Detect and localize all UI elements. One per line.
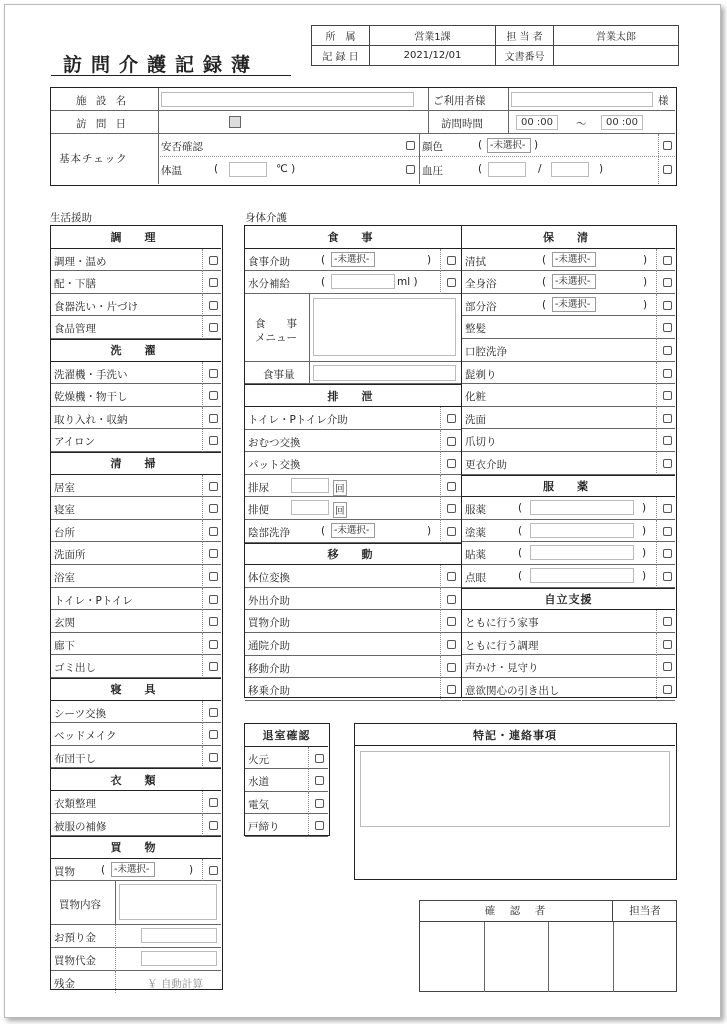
hygiene-partial-checkbox[interactable]: [663, 301, 672, 310]
shopping-cost-input[interactable]: [141, 951, 217, 966]
medication-header: 服 薬: [462, 475, 675, 498]
shopping-deposit-input[interactable]: [141, 928, 217, 943]
transfer-item-5-checkbox[interactable]: [447, 685, 456, 694]
date-value[interactable]: 2021/12/01: [370, 46, 496, 66]
hygiene-item-0: [462, 316, 675, 339]
transfer-item-2-label: 買物介助: [248, 617, 290, 630]
meal-water-open: (: [321, 276, 326, 289]
cleaning-item-0-checkbox[interactable]: [209, 482, 218, 491]
transfer-item-2-checkbox[interactable]: [447, 617, 456, 626]
cleaning-item-2-checkbox[interactable]: [209, 527, 218, 536]
laundry-item-3-label: アイロン: [54, 436, 96, 449]
bedding-item-2-checkbox[interactable]: [209, 753, 218, 762]
cooking-item-2-checkbox[interactable]: [209, 301, 218, 310]
hygiene-bath-checkbox[interactable]: [663, 278, 672, 287]
hygiene-header: 保 清: [462, 226, 675, 249]
visit-date-input[interactable]: [161, 115, 233, 130]
hygiene-item-3: [462, 384, 675, 407]
hygiene-wipe-select[interactable]: -未選択-: [552, 252, 596, 267]
laundry-header: 洗 濯: [51, 339, 221, 362]
meal-header: 食 事: [245, 226, 461, 249]
medication-item-3-input[interactable]: [530, 568, 634, 583]
laundry-item-3-checkbox[interactable]: [209, 436, 218, 445]
excretion-wash-checkbox[interactable]: [447, 527, 456, 536]
independence-item-0-checkbox[interactable]: [663, 617, 672, 626]
laundry-item-2-checkbox[interactable]: [209, 414, 218, 423]
independence-item-2-label: 声かけ・見守り: [465, 662, 539, 675]
notes-box: [354, 723, 677, 880]
excretion-wash-open: (: [321, 525, 326, 537]
medication-item-2-checkbox[interactable]: [663, 549, 672, 558]
visit-time-label: 訪問時間: [441, 118, 483, 130]
independence-item-2-checkbox[interactable]: [663, 662, 672, 671]
excretion-header: 排 泄: [245, 384, 461, 407]
cooking-item-1-checkbox[interactable]: [209, 278, 218, 287]
exit-item-0-checkbox[interactable]: [315, 754, 324, 763]
bp-low-input[interactable]: [551, 162, 589, 177]
excretion-urine-times: 回: [333, 480, 347, 496]
hygiene-wipe-open: (: [542, 253, 547, 266]
meal-water-input[interactable]: [331, 274, 395, 289]
meal-assist-close: ): [427, 253, 432, 266]
meal-menu-input[interactable]: [313, 298, 456, 356]
excretion-item-2-checkbox[interactable]: [447, 459, 456, 468]
exit-item-3-checkbox[interactable]: [315, 821, 324, 830]
notes-title: 特記・連絡事項: [355, 724, 675, 746]
transfer-item-0-label: 体位変換: [248, 572, 290, 585]
hygiene-item-0-checkbox[interactable]: [663, 323, 672, 332]
exit-check-box: [244, 723, 330, 836]
laundry-item-0-label: 洗濯機・手洗い: [54, 368, 128, 381]
header-table: [311, 25, 679, 66]
hygiene-partial-close: ): [643, 298, 648, 311]
independence-item-3-checkbox[interactable]: [663, 685, 672, 694]
shopping-content-label: 買物内容: [59, 899, 101, 912]
meal-assist-select[interactable]: -未選択-: [331, 252, 375, 267]
cleaning-item-4: [51, 565, 221, 588]
confirm-staff-label: 担当者: [613, 901, 677, 922]
exit-check-header: 退室確認: [245, 724, 328, 747]
user-label: ご利用者様: [433, 95, 486, 107]
laundry-item-2-label: 取り入れ・収納: [54, 413, 128, 426]
excretion-item-1-label: おむつ交換: [248, 436, 301, 449]
title-underline: [51, 75, 291, 76]
hygiene-bath-label: 全身浴: [465, 278, 497, 291]
cleaning-item-5-checkbox[interactable]: [209, 595, 218, 604]
hygiene-partial-select[interactable]: -未選択-: [552, 297, 596, 312]
medication-item-2-close: ): [642, 547, 647, 560]
staff-label: 担 当 者: [496, 26, 554, 46]
clothing-item-0-checkbox[interactable]: [209, 798, 218, 807]
cleaning-item-2: [51, 520, 221, 543]
excretion-urine-label: 排尿: [248, 481, 269, 494]
temp-input[interactable]: [229, 162, 267, 177]
cooking-item-1-label: 配・下膳: [54, 278, 96, 291]
excretion-item-1-checkbox[interactable]: [447, 437, 456, 446]
transfer-item-3-checkbox[interactable]: [447, 640, 456, 649]
excretion-urine-input[interactable]: [291, 478, 329, 493]
cleaning-item-2-label: 台所: [54, 526, 75, 539]
dept-value[interactable]: 営業1課: [370, 26, 496, 46]
clothing-item-1-label: 被服の補修: [54, 820, 107, 833]
exit-item-1-label: 水道: [248, 776, 269, 789]
clothing-item-1-checkbox[interactable]: [209, 821, 218, 830]
meal-menu-label-2: メニュー: [255, 331, 297, 344]
independence-item-3-label: 意欲関心の引き出し: [465, 685, 560, 697]
hygiene-bath-close: ): [643, 276, 648, 289]
meal-assist-label: 食事介助: [248, 255, 290, 268]
hygiene-item-1-checkbox[interactable]: [663, 346, 672, 355]
complexion-label: 顔色: [422, 141, 443, 153]
medication-item-2-label: 貼薬: [465, 549, 486, 562]
cooking-item-3-checkbox[interactable]: [209, 323, 218, 332]
cleaning-item-6-checkbox[interactable]: [209, 617, 218, 626]
medication-item-2-open: (: [518, 547, 523, 560]
hygiene-box: [461, 225, 677, 698]
medication-item-1-label: 塗薬: [465, 526, 486, 539]
exit-item-2-label: 電気: [248, 798, 269, 811]
shopping-item-label: 買物: [54, 865, 75, 878]
hygiene-item-3-label: 化粧: [465, 391, 486, 404]
medication-item-3-checkbox[interactable]: [663, 572, 672, 581]
shopping-content-input[interactable]: [119, 884, 217, 920]
independence-item-1-label: ともに行う調理: [465, 639, 539, 652]
medication-item-3-label: 点眼: [465, 572, 486, 584]
meal-assist-open: (: [321, 253, 326, 266]
excretion-stool-input[interactable]: [291, 500, 329, 515]
transfer-item-3-label: 通院介助: [248, 640, 290, 652]
medication-item-3-open: (: [518, 570, 523, 582]
body-care-label: 身体介護: [245, 212, 287, 224]
medication-item-1-close: ): [642, 524, 647, 537]
hygiene-item-6-label: 更衣介助: [465, 459, 507, 471]
medication-item-2-input[interactable]: [530, 545, 634, 560]
time-start-input[interactable]: 00 :00: [516, 115, 558, 130]
excretion-item-0-label: トイレ・Pトイレ介助: [248, 414, 348, 426]
cleaning-item-1-label: 寝室: [54, 504, 75, 517]
info-box: [50, 87, 677, 186]
facility-input[interactable]: [161, 92, 414, 107]
shopping-close: ): [189, 863, 194, 876]
excretion-urine-checkbox[interactable]: [447, 482, 456, 491]
honorific: 様: [658, 95, 669, 107]
bedding-header: 寝 具: [51, 678, 221, 701]
notes-textarea[interactable]: [360, 751, 670, 827]
shopping-header: 買 物: [51, 836, 221, 859]
bedding-item-0-checkbox[interactable]: [209, 708, 218, 717]
shopping-item-checkbox[interactable]: [209, 866, 218, 875]
cleaning-item-8-checkbox[interactable]: [209, 662, 218, 671]
hygiene-item-3-checkbox[interactable]: [663, 391, 672, 400]
hygiene-wipe-checkbox[interactable]: [663, 256, 672, 265]
meal-water-unit: ml ): [397, 276, 418, 289]
transfer-item-4-label: 移動介助: [248, 662, 290, 675]
complexion-close: ): [534, 139, 539, 151]
cleaning-item-0-label: 居室: [54, 481, 75, 494]
medication-item-0-open: (: [518, 502, 523, 515]
calendar-icon[interactable]: [229, 116, 241, 128]
bedding-item-2-label: 布団干し: [54, 752, 96, 765]
temp-label: 体温: [161, 165, 182, 177]
doc-no-label: 文書番号: [496, 46, 554, 66]
hygiene-item-2-checkbox[interactable]: [663, 369, 672, 378]
excretion-stool: [245, 497, 461, 520]
temp-unit: ℃ ): [276, 163, 296, 175]
excretion-wash-label: 陰部洗浄: [248, 527, 290, 539]
hygiene-item-1-label: 口腔洗浄: [465, 346, 507, 358]
bedding-item-1-label: ベッドメイク: [54, 730, 117, 743]
bp-slash: /: [538, 163, 542, 175]
meal-assist-checkbox[interactable]: [447, 256, 456, 265]
cleaning-item-6-label: 玄関: [54, 617, 75, 630]
shopping-balance-label: 残金: [54, 977, 75, 990]
excretion-item-0-checkbox[interactable]: [447, 414, 456, 423]
cleaning-item-1: [51, 497, 221, 520]
laundry-item-1-checkbox[interactable]: [209, 391, 218, 400]
doc-no-value[interactable]: [554, 46, 679, 66]
transfer-item-1-checkbox[interactable]: [447, 595, 456, 604]
cooking-header: 調 理: [51, 226, 221, 249]
life-support-label: 生活援助: [50, 212, 92, 224]
independence-item-1-checkbox[interactable]: [663, 640, 672, 649]
safety-checkbox[interactable]: [406, 141, 415, 150]
exit-item-3-label: 戸締り: [248, 821, 280, 834]
stamp-cell-staff[interactable]: [614, 922, 677, 992]
hygiene-item-4: [462, 407, 675, 430]
transfer-header: 移 動: [245, 543, 461, 566]
medication-item-3-close: ): [642, 570, 647, 582]
shopping-deposit-label: お預り金: [54, 932, 96, 945]
hygiene-partial-open: (: [542, 298, 547, 311]
exit-item-1-checkbox[interactable]: [315, 776, 324, 785]
tilde: ～: [576, 118, 587, 130]
hygiene-item-2-label: 髭剃り: [465, 368, 497, 381]
hygiene-bath-select[interactable]: -未選択-: [552, 274, 596, 289]
transfer-item-5-label: 移乗介助: [248, 685, 290, 698]
hygiene-item-5-label: 爪切り: [465, 436, 497, 449]
hygiene-partial-label: 部分浴: [465, 300, 497, 313]
staff-value[interactable]: 営業太郎: [554, 26, 679, 46]
shopping-cost-label: 買物代金: [54, 955, 96, 967]
meal-amount-label: 食事量: [263, 368, 295, 381]
stamp-cell-3[interactable]: [549, 922, 613, 992]
hygiene-item-6-checkbox[interactable]: [663, 459, 672, 468]
hygiene-item-4-label: 洗面: [465, 413, 486, 426]
cleaning-item-4-checkbox[interactable]: [209, 572, 218, 581]
bp-label: 血圧: [422, 165, 443, 177]
hygiene-item-0-label: 整髪: [465, 323, 486, 336]
life-support-box: [50, 225, 223, 990]
excretion-wash-select[interactable]: -未選択-: [331, 523, 375, 538]
cooking-item-0-label: 調理・温め: [54, 255, 107, 268]
hygiene-wipe-close: ): [643, 253, 648, 266]
clothing-header: 衣 類: [51, 768, 221, 791]
cleaning-item-7: [51, 633, 221, 656]
bedding-item-0-label: シーツ交換: [54, 707, 107, 720]
excretion-stool-checkbox[interactable]: [447, 504, 456, 513]
excretion-urine: [245, 475, 461, 498]
user-input[interactable]: [511, 92, 653, 107]
cooking-item-3-label: 食品管理: [54, 323, 96, 336]
independence-header: 自立支援: [462, 588, 675, 611]
confirm-box: [419, 900, 677, 992]
medication-item-0-input[interactable]: [530, 500, 634, 515]
cleaning-item-5-label: トイレ・Pトイレ: [54, 594, 133, 607]
date-label: 記 録 日: [312, 46, 370, 66]
medication-item-0-checkbox[interactable]: [663, 504, 672, 513]
check-label: 基本チェック: [59, 153, 128, 165]
cleaning-item-1-checkbox[interactable]: [209, 504, 218, 513]
bp-high-input[interactable]: [488, 162, 526, 177]
page-title: 訪問介護記録薄: [63, 54, 260, 76]
shopping-open: (: [101, 863, 106, 876]
bp-close: ): [599, 163, 604, 175]
excretion-stool-times: 回: [333, 502, 347, 518]
dept-label: 所 属: [312, 26, 370, 46]
complexion-checkbox[interactable]: [663, 141, 672, 150]
cleaning-item-3-label: 洗面所: [54, 549, 86, 562]
cleaning-item-7-checkbox[interactable]: [209, 640, 218, 649]
medication-item-1-input[interactable]: [530, 523, 634, 538]
check-row-1: [158, 134, 675, 157]
cleaning-item-3-checkbox[interactable]: [209, 549, 218, 558]
hygiene-item-5-checkbox[interactable]: [663, 436, 672, 445]
medication-item-1-checkbox[interactable]: [663, 527, 672, 536]
stamp-cell-1[interactable]: [420, 922, 484, 992]
transfer-item-0-checkbox[interactable]: [447, 572, 456, 581]
cleaning-item-4-label: 浴室: [54, 572, 75, 584]
cleaning-item-8-label: ゴミ出し: [54, 662, 96, 675]
transfer-item-4-checkbox[interactable]: [447, 663, 456, 672]
body-care-box: [244, 225, 462, 698]
hygiene-bath-open: (: [542, 276, 547, 289]
meal-water-checkbox[interactable]: [447, 278, 456, 287]
clothing-item-0-label: 衣類整理: [54, 798, 96, 810]
cleaning-item-0: [51, 475, 221, 498]
shopping-balance-value: ￥ 自動計算: [147, 977, 203, 990]
hygiene-wipe-label: 清拭: [465, 255, 486, 268]
cleaning-header: 清 掃: [51, 452, 221, 475]
hygiene-item-4-checkbox[interactable]: [663, 414, 672, 423]
meal-menu-label-1: 食 事: [255, 317, 297, 330]
time-end-input[interactable]: 00 :00: [601, 115, 643, 130]
excretion-item-2-label: パット交換: [248, 459, 301, 472]
exit-item-0-label: 火元: [248, 753, 269, 766]
safety-label: 安否確認: [161, 141, 203, 153]
visit-date-label: 訪 問 日: [76, 118, 130, 130]
complexion-open: (: [478, 139, 483, 151]
excretion-wash-close: ): [427, 525, 432, 537]
complexion-select[interactable]: -未選択-: [487, 138, 531, 153]
meal-amount-input[interactable]: [313, 365, 456, 381]
laundry-item-1-label: 乾燥機・物干し: [54, 391, 128, 404]
facility-label: 施 設 名: [76, 95, 130, 107]
medication-item-1-open: (: [518, 524, 523, 537]
independence-item-0-label: ともに行う家事: [465, 617, 539, 630]
cleaning-item-7-label: 廊下: [54, 639, 75, 652]
bp-open: (: [478, 163, 483, 175]
bp-checkbox[interactable]: [663, 165, 672, 174]
temp-checkbox[interactable]: [406, 165, 415, 174]
cleaning-item-6: [51, 610, 221, 633]
excretion-stool-label: 排便: [248, 504, 269, 517]
record-sheet: [4, 4, 721, 1018]
laundry-item-0-checkbox[interactable]: [209, 369, 218, 378]
meal-water-label: 水分補給: [248, 278, 290, 291]
stamp-cell-2[interactable]: [485, 922, 548, 992]
medication-item-0-close: ): [642, 502, 647, 515]
confirmer-label: 確 認 者: [420, 901, 613, 922]
medication-item-0-label: 服薬: [465, 504, 486, 517]
exit-item-2-checkbox[interactable]: [315, 799, 324, 808]
transfer-item-1-label: 外出介助: [248, 594, 290, 607]
shopping-select[interactable]: -未選択-: [111, 862, 155, 877]
cooking-item-0-checkbox[interactable]: [209, 256, 218, 265]
bedding-item-1-checkbox[interactable]: [209, 730, 218, 739]
temp-open: (: [214, 163, 219, 175]
cooking-item-2-label: 食器洗い・片づけ: [54, 300, 138, 313]
